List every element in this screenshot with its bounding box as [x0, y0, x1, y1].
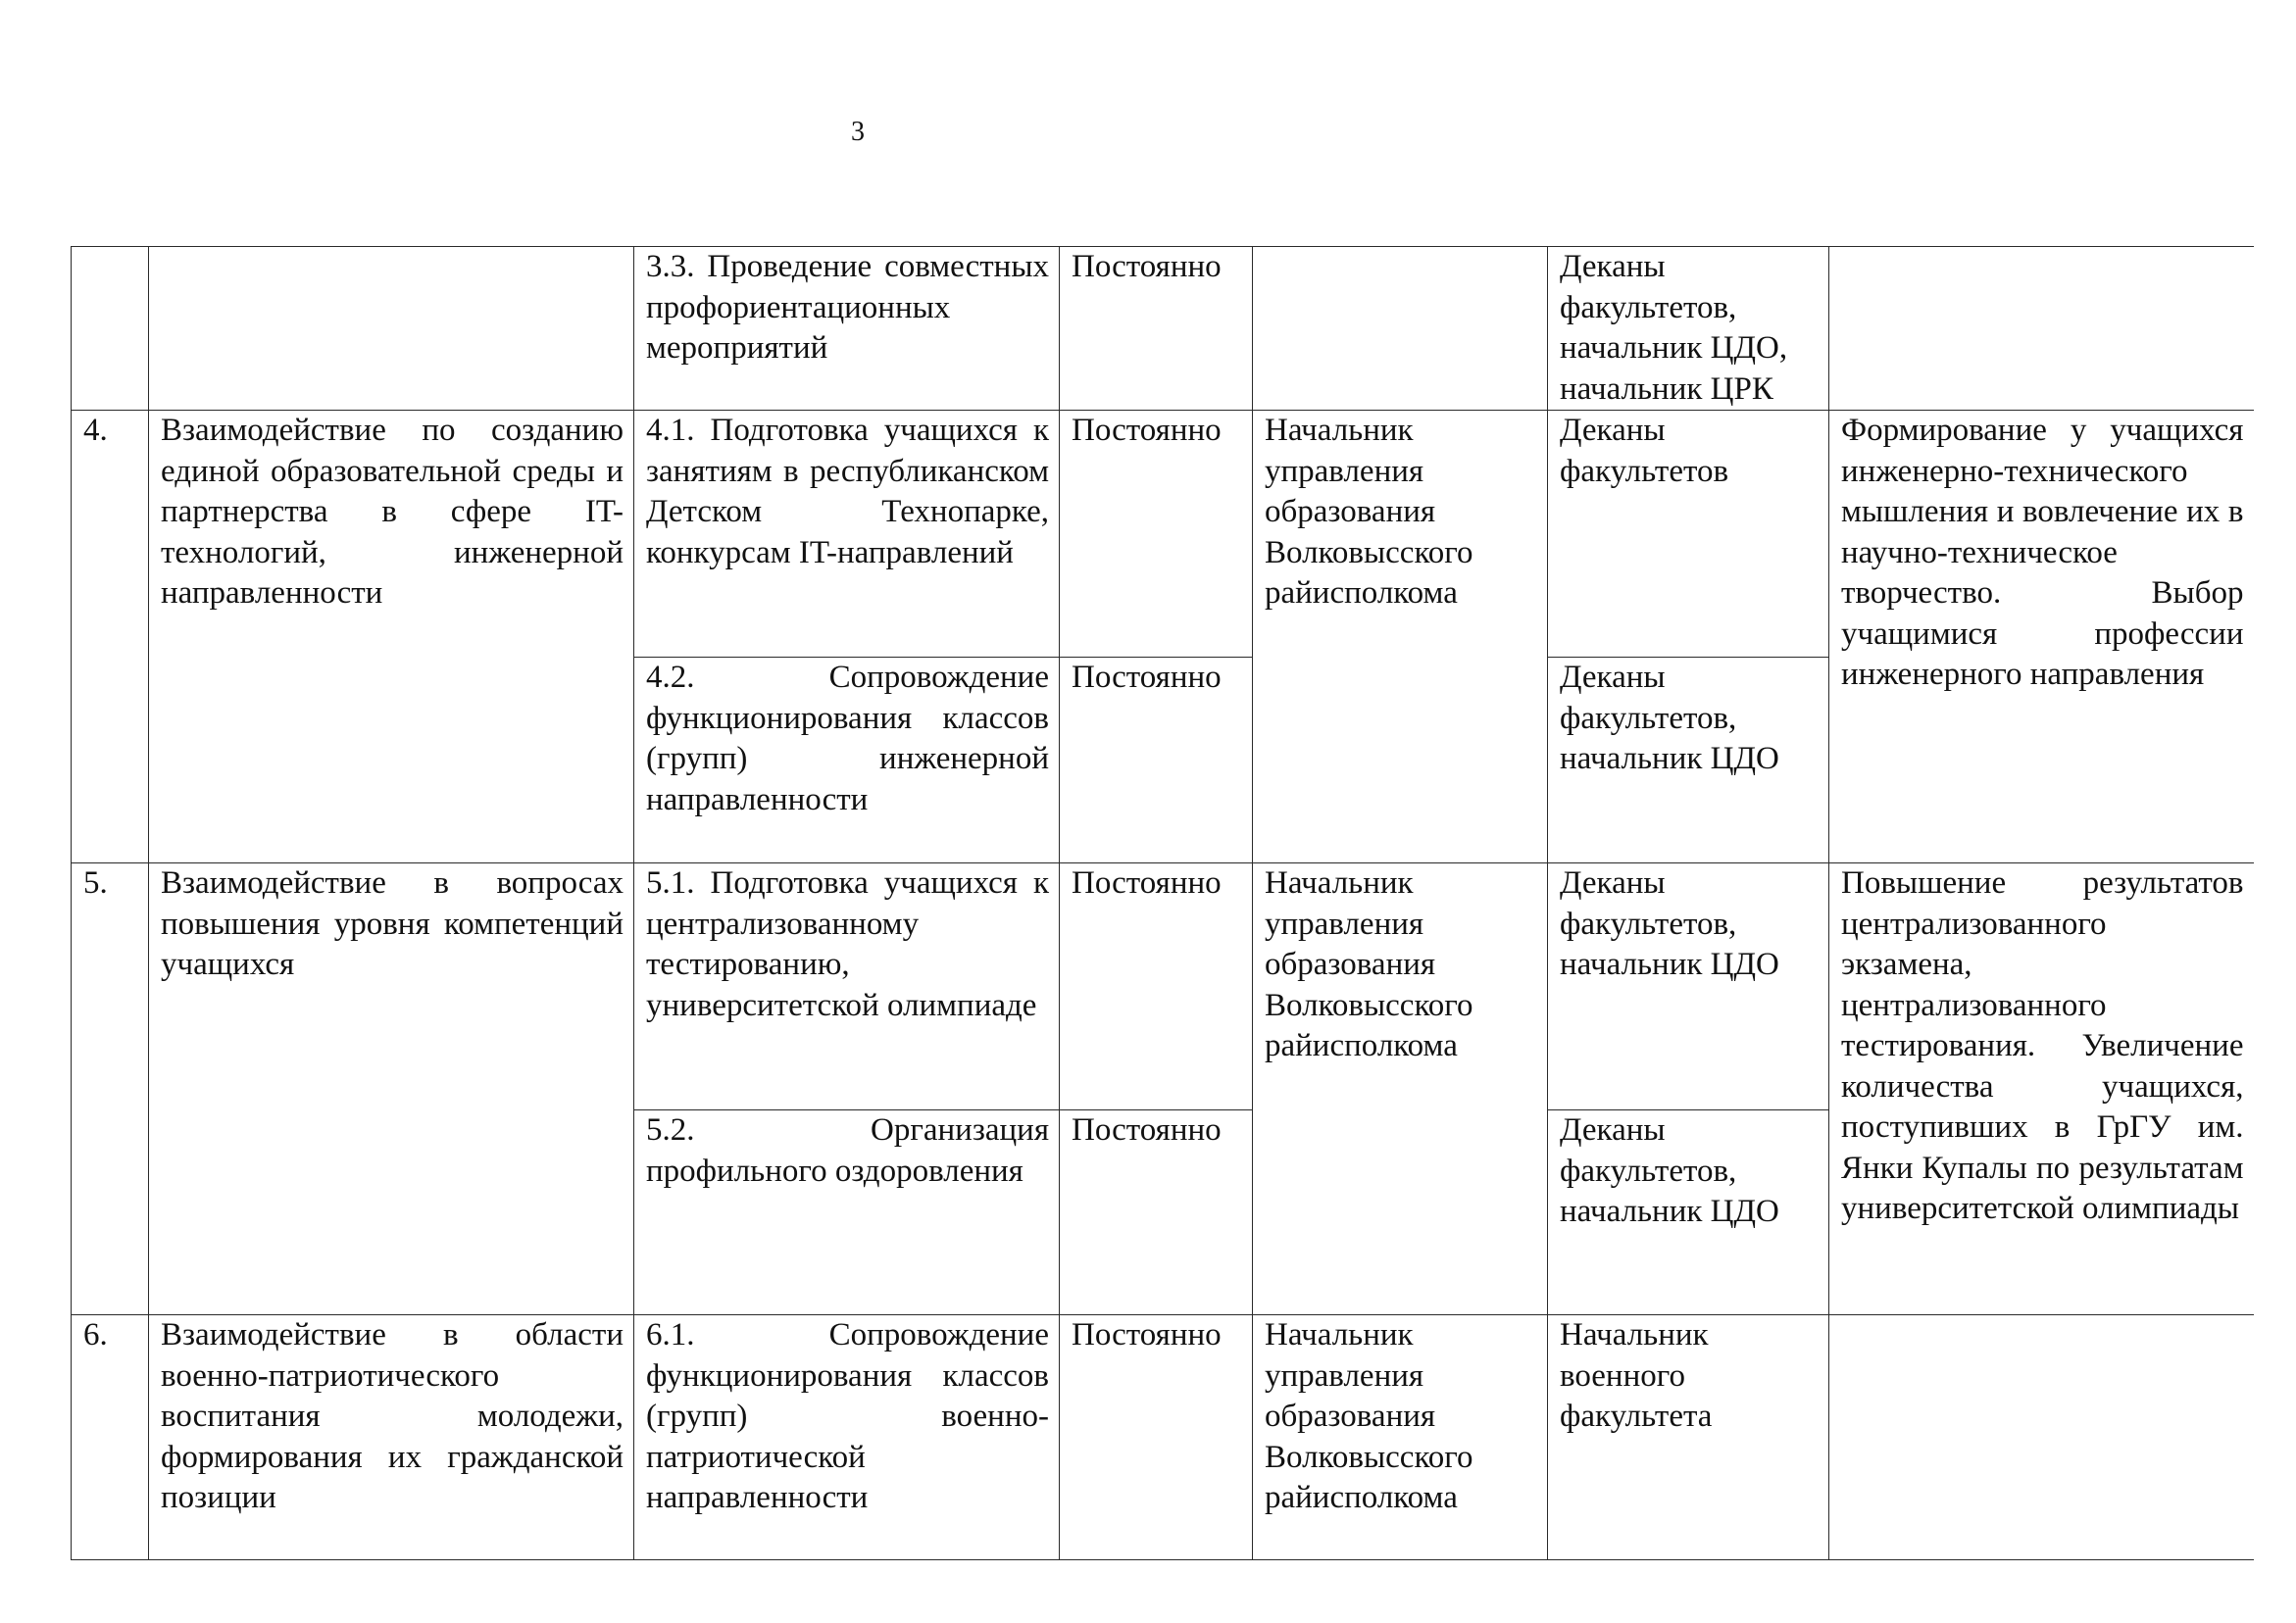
university-responsible-cell: Начальник военного факультета [1548, 1315, 1829, 1560]
university-responsible-cell: Деканы факультетов, начальник ЦДО [1548, 658, 1829, 863]
row-number-cell: 5. [72, 863, 149, 1315]
result-cell [1829, 1315, 2254, 1560]
school-responsible-cell [1253, 247, 1548, 411]
direction-cell [149, 247, 634, 411]
activity-cell: 4.2. Сопровождение функционирования классов (групп) инженерной направленности [634, 658, 1060, 863]
activity-cell: 4.1. Подготовка учащихся к занятиям в республиканском Детском Технопарке, конкурсам IT-направлений [634, 411, 1060, 658]
page-number: 3 [851, 117, 865, 147]
table-row [72, 247, 2254, 411]
direction-cell: Взаимодействие по созданию единой образовательной среды и партнерства в сфере IT-технологий, инженерной направленности [149, 411, 634, 863]
table-row [72, 411, 2254, 658]
table-row [72, 863, 2254, 1110]
term-cell: Постоянно [1060, 863, 1253, 1110]
school-responsible-cell: Начальник управления образования Волковысского райисполкома [1253, 863, 1548, 1315]
school-responsible-cell: Начальник управления образования Волковысского райисполкома [1253, 411, 1548, 863]
cooperation-plan-table [71, 246, 2254, 1560]
university-responsible-cell: Деканы факультетов, начальник ЦДО, начальник ЦРК [1548, 247, 1829, 411]
university-responsible-cell: Деканы факультетов [1548, 411, 1829, 658]
direction-cell: Взаимодействие в области военно-патриотического воспитания молодежи, формирования их гражданской позиции [149, 1315, 634, 1560]
term-cell: Постоянно [1060, 247, 1253, 411]
row-number-cell: 6. [72, 1315, 149, 1560]
term-cell: Постоянно [1060, 1110, 1253, 1315]
result-cell: Формирование у учащихся инженерно-технического мышления и вовлечение их в научно-техническое творчество. Выбор учащимися профессии инженерного направления [1829, 411, 2254, 863]
university-responsible-cell: Деканы факультетов, начальник ЦДО [1548, 863, 1829, 1110]
activity-cell: 5.1. Подготовка учащихся к централизованному тестированию, университетской олимпиаде [634, 863, 1060, 1110]
activity-cell: 6.1. Сопровождение функционирования классов (групп) военно-патриотической направленности [634, 1315, 1060, 1560]
row-number-cell [72, 247, 149, 411]
result-cell: Повышение результатов централизованного экзамена, централизованного тестирования. Увеличение количества учащихся, поступивших в ГрГУ им. Янки Купалы по результатам университетской олимпиады [1829, 863, 2254, 1315]
table-row [72, 1315, 2254, 1560]
university-responsible-cell: Деканы факультетов, начальник ЦДО [1548, 1110, 1829, 1315]
row-number-cell: 4. [72, 411, 149, 863]
result-cell [1829, 247, 2254, 411]
school-responsible-cell: Начальник управления образования Волковысского райисполкома [1253, 1315, 1548, 1560]
term-cell: Постоянно [1060, 1315, 1253, 1560]
activity-cell: 3.3. Проведение совместных профориентационных мероприятий [634, 247, 1060, 411]
direction-cell: Взаимодействие в вопросах повышения уровня компетенций учащихся [149, 863, 634, 1315]
term-cell: Постоянно [1060, 411, 1253, 658]
activity-cell: 5.2. Организация профильного оздоровления [634, 1110, 1060, 1315]
term-cell: Постоянно [1060, 658, 1253, 863]
